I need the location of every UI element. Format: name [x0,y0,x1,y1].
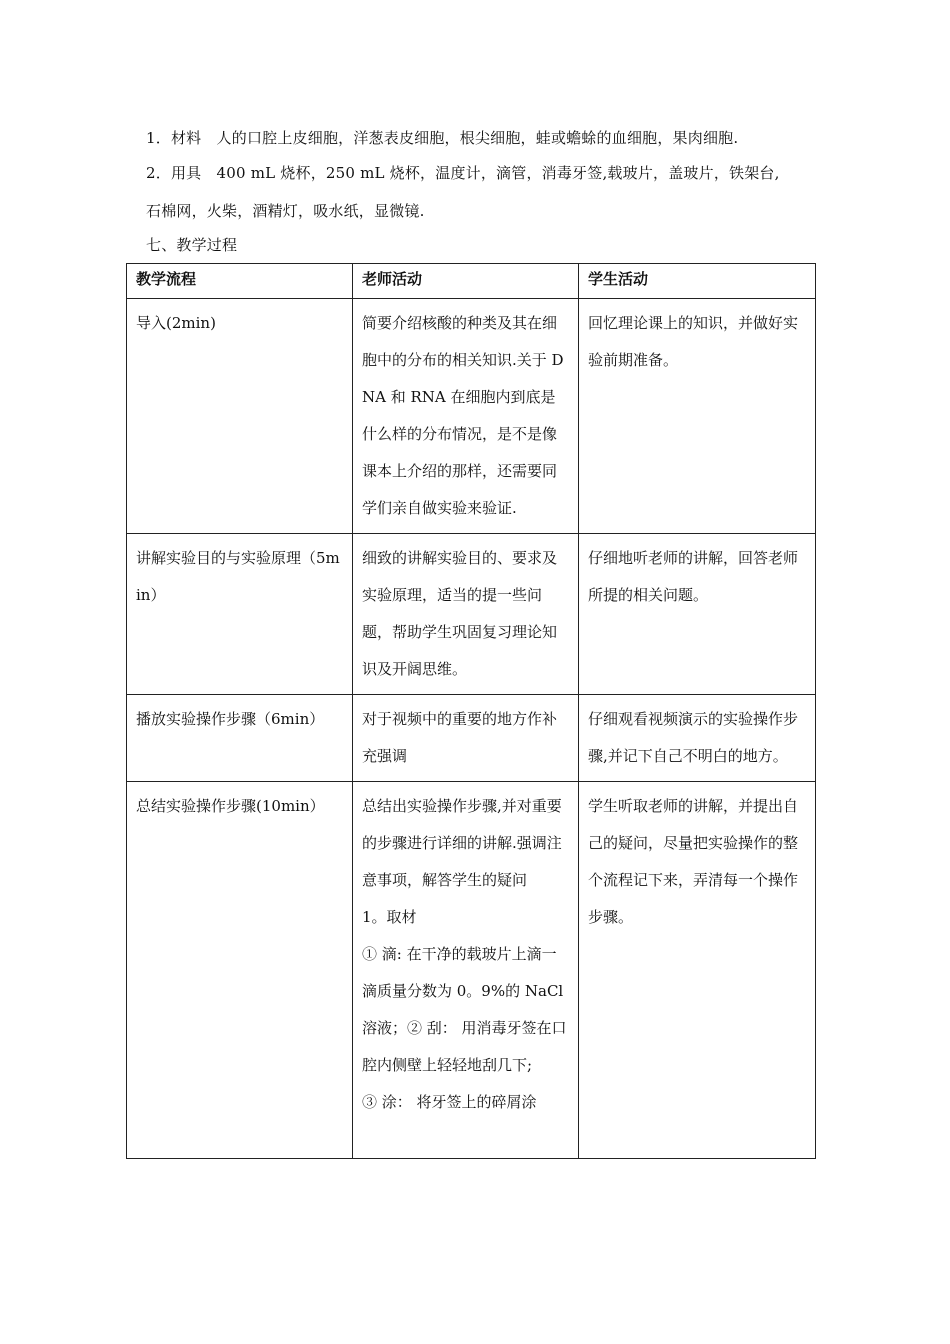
teaching-process-table [126,263,816,1159]
student-cell: 学生听取老师的讲解，并提出自己的疑问，尽量把实验操作的整个流程记下来，弄清每一个操作步骤。 [579,782,816,1159]
table-row [127,695,816,782]
student-cell: 仔细地听老师的讲解，回答老师所提的相关问题。 [579,534,816,695]
step-detail: ③ 涂： 将牙签上的碎屑涂 [362,1093,537,1111]
flow-cell: 总结实验操作步骤(10min） [127,782,353,1159]
teacher-text: 总结出实验操作步骤,并对重要的步骤进行详细的讲解.强调注意事项，解答学生的疑问 [362,797,562,889]
teacher-cell [353,782,579,1159]
table-row [127,534,816,695]
table-header-row [127,264,816,299]
flow-cell: 讲解实验目的与实验原理（5min） [127,534,353,695]
header-teacher: 老师活动 [353,264,579,299]
table-row [127,782,816,1159]
section-title: 七、教学过程 [146,236,238,254]
header-flow: 教学流程 [127,264,353,299]
tools-line-2: 石棉网，火柴，酒精灯，吸水纸，显微镜. [146,202,425,220]
teacher-text: 简要介绍核酸的种类及其在细胞中的分布的相关知识.关于 DNA 和 RNA 在细胞内到底是什么样的分布情况，是不是像课本上介绍的那样，还需要同学们亲自做实验来验证. [362,314,564,517]
student-cell: 仔细观看视频演示的实验操作步骤,并记下自己不明白的地方。 [579,695,816,782]
teacher-cell [353,534,579,695]
teacher-text: 对于视频中的重要的地方作补充强调 [362,710,558,765]
flow-cell: 播放实验操作步骤（6min） [127,695,353,782]
step-detail: ① 滴: 在干净的载玻片上滴一滴质量分数为 0。9%的 NaCl 溶液；② 刮： 用消毒牙签在口腔内侧壁上轻轻地刮几下; [362,945,567,1074]
flow-cell: 导入(2min) [127,299,353,534]
tools-line-1: 2．用具 400 mL 烧杯，250 mL 烧杯，温度计，滴管，消毒牙签,载玻片，盖玻片，铁架台, [146,164,780,182]
teacher-cell [353,695,579,782]
header-student: 学生活动 [579,264,816,299]
materials-line: 1．材料 人的口腔上皮细胞，洋葱表皮细胞，根尖细胞，蛙或蟾蜍的血细胞，果肉细胞. [146,129,739,147]
table-row [127,299,816,534]
student-cell: 回忆理论课上的知识，并做好实验前期准备。 [579,299,816,534]
teacher-text: 细致的讲解实验目的、要求及实验原理，适当的提一些问题，帮助学生巩固复习理论知识及开阔思维。 [362,549,558,678]
step-heading: 1。取材 [362,908,417,926]
teacher-cell [353,299,579,534]
